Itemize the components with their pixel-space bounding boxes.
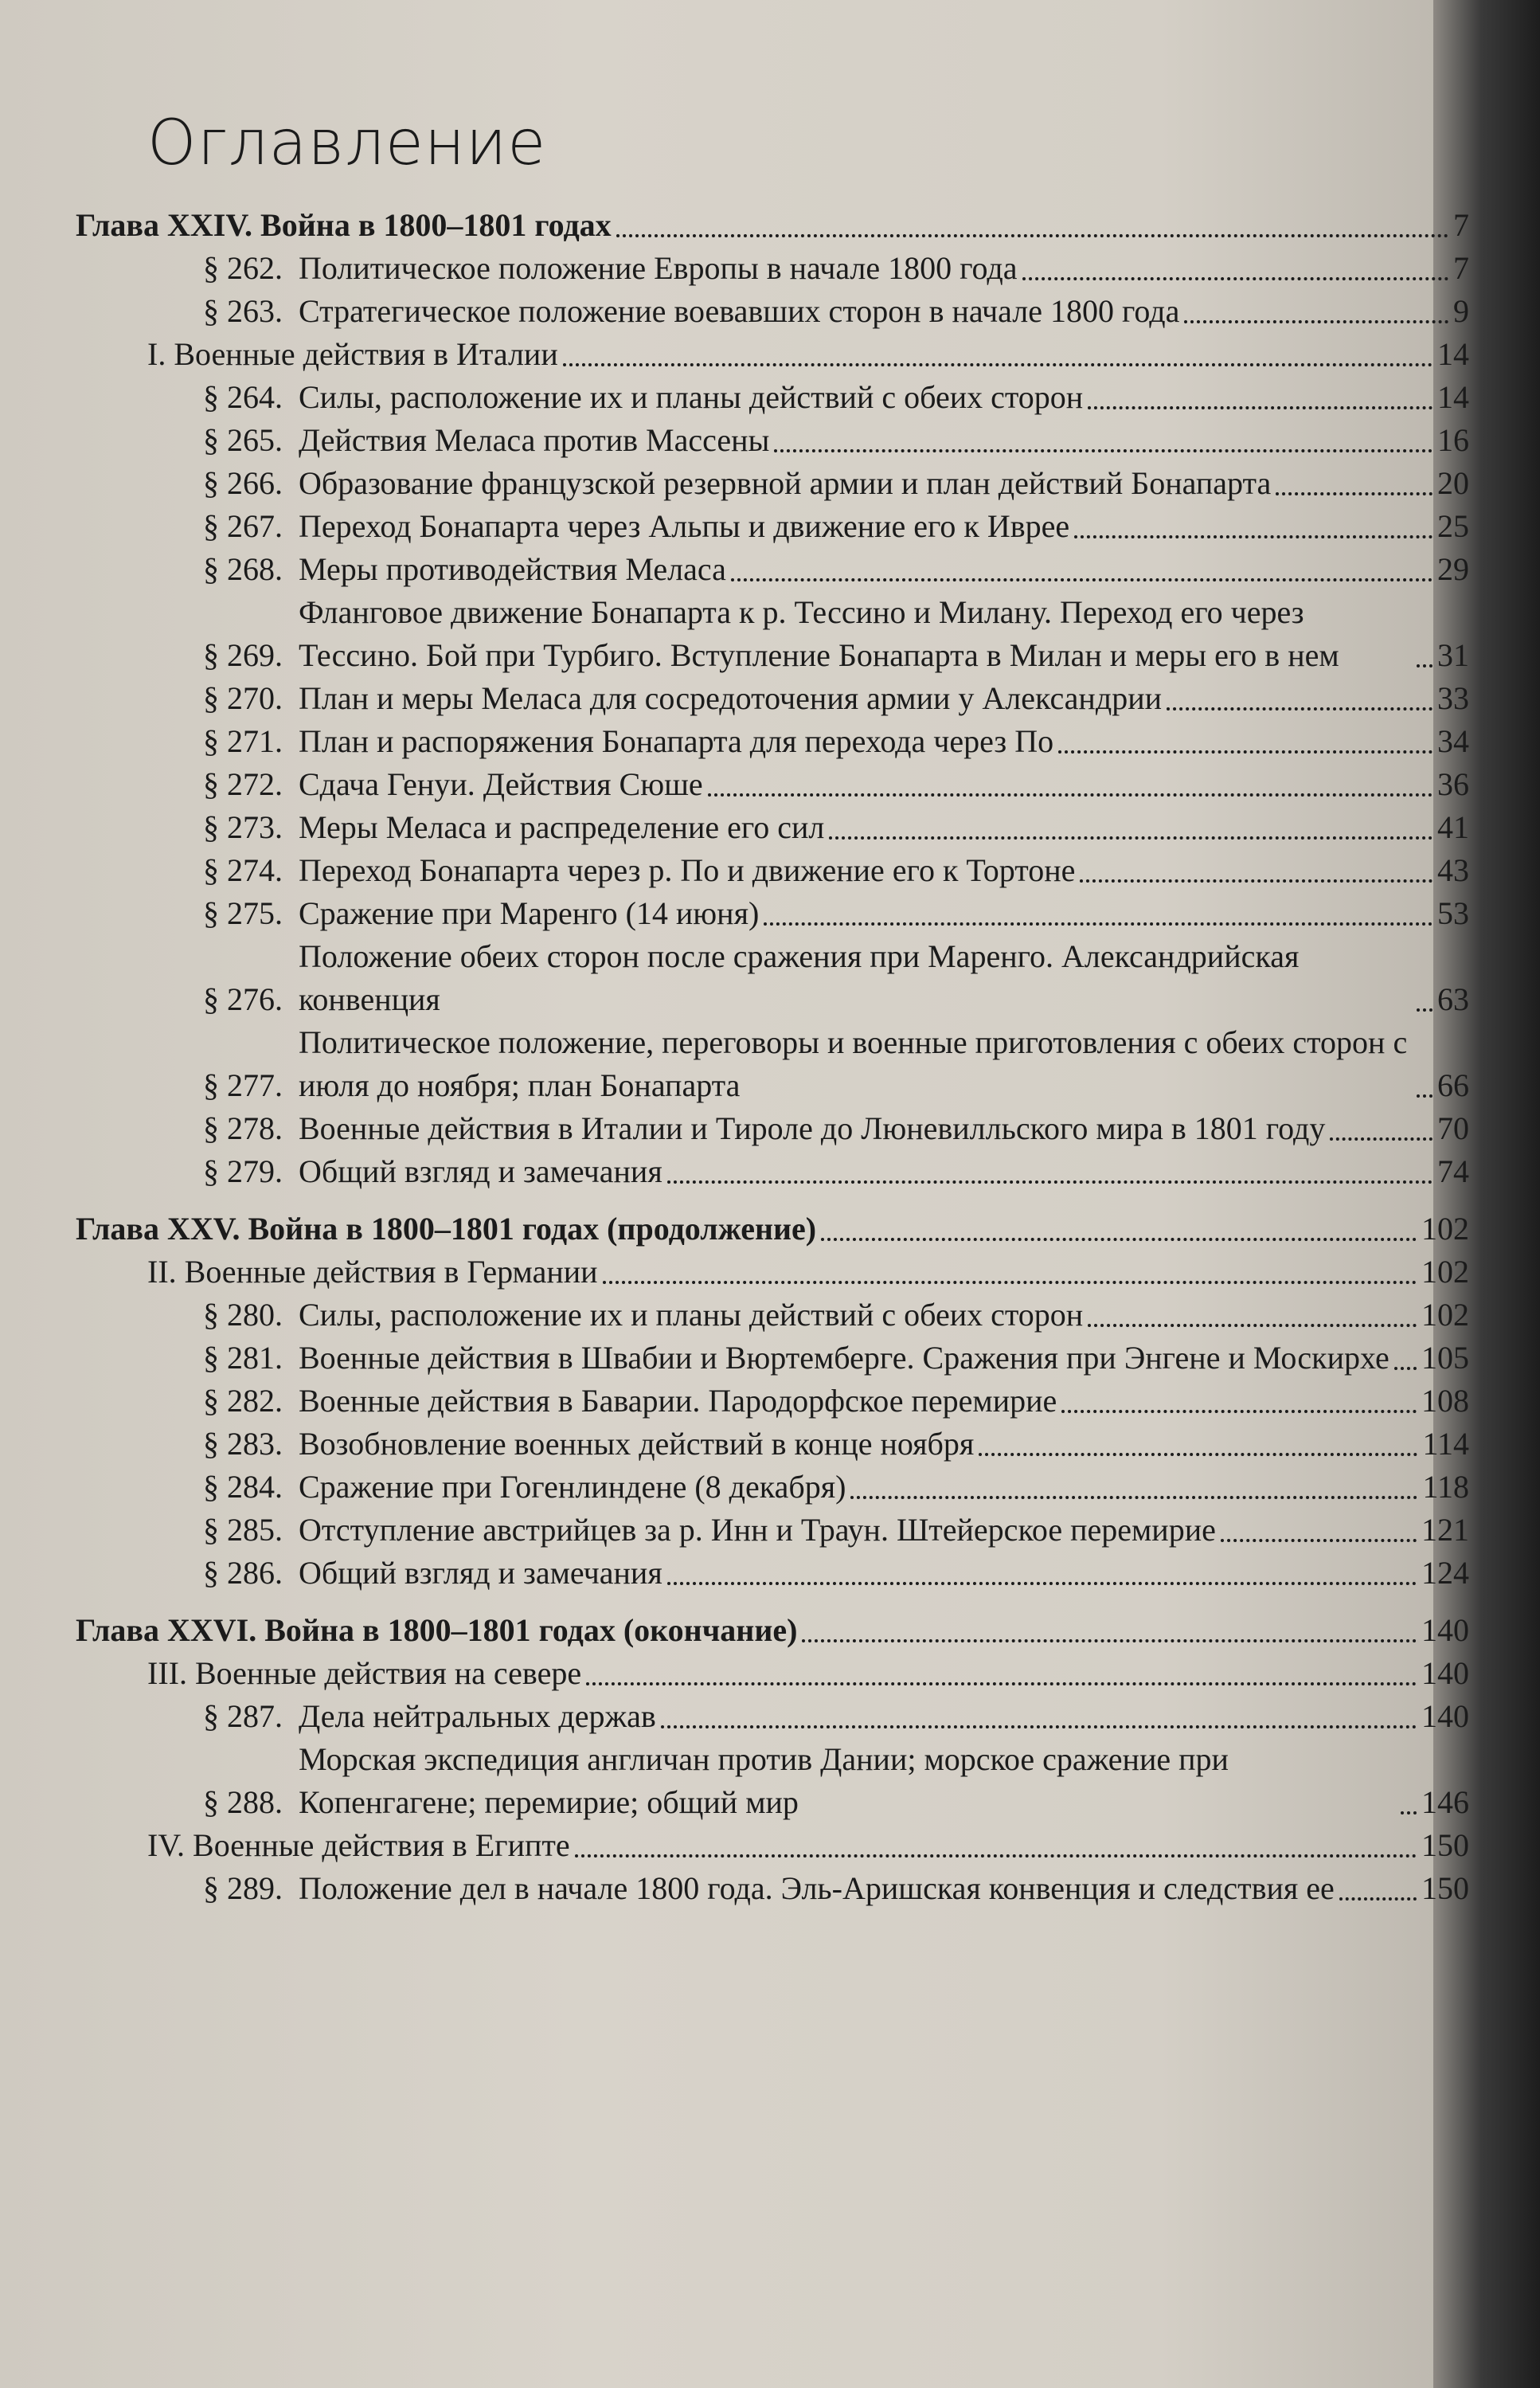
page-number: 43	[1437, 852, 1469, 888]
entry-title: Меры противодействия Меласа	[299, 551, 726, 587]
entry-title: Отступление австрийцев за р. Инн и Траун. Штейерское перемирие	[299, 1512, 1216, 1548]
toc-entry-section	[76, 247, 1469, 290]
page-number: 16	[1437, 422, 1469, 458]
toc-entry-section	[76, 290, 1469, 333]
toc-entry-section	[76, 1380, 1469, 1423]
section-number: § 285.	[203, 1512, 283, 1548]
toc-entry-section	[76, 419, 1469, 462]
dot-leader	[1184, 320, 1448, 323]
toc-list	[76, 204, 1469, 1910]
entry-title: I. Военные действия в Италии	[147, 336, 558, 372]
section-number: § 283.	[203, 1426, 283, 1462]
page-number: 25	[1437, 508, 1469, 544]
entry-title: III. Военные действия на севере	[147, 1655, 582, 1691]
page-number: 20	[1437, 465, 1469, 501]
toc-entry-section	[76, 1738, 1469, 1824]
dot-leader	[1417, 664, 1433, 667]
toc-entry-chapter	[76, 1208, 1469, 1251]
entry-title: Сражение при Гогенлиндене (8 декабря)	[299, 1469, 846, 1505]
toc-entry-section	[76, 677, 1469, 720]
dot-leader	[1074, 535, 1433, 538]
section-number: § 280.	[203, 1297, 283, 1333]
section-number: § 273.	[203, 809, 283, 845]
toc-entry-section	[76, 548, 1469, 591]
toc-entry-section	[76, 1552, 1469, 1595]
section-number: § 278.	[203, 1110, 283, 1146]
toc-entry-section	[76, 892, 1469, 935]
entry-title: Глава XXV. Война в 1800–1801 годах (продолжение)	[76, 1211, 817, 1247]
toc-entry-part	[76, 1824, 1469, 1867]
dot-leader	[1088, 406, 1433, 409]
dot-leader	[667, 1180, 1433, 1184]
page-number: 140	[1421, 1655, 1469, 1691]
entry-title: План и распоряжения Бонапарта для перехода через По	[299, 723, 1054, 759]
entry-title: Силы, расположение их и планы действий с обеих сторон	[299, 1297, 1084, 1333]
toc-entry-section	[76, 849, 1469, 892]
toc-entry-section	[76, 1423, 1469, 1466]
dot-leader	[979, 1453, 1417, 1456]
page-number: 140	[1421, 1612, 1469, 1648]
section-number: § 282.	[203, 1383, 283, 1419]
dot-leader	[1022, 277, 1449, 280]
dot-leader	[1061, 1410, 1417, 1413]
dot-leader	[1417, 1094, 1433, 1098]
toc-entry-section	[76, 806, 1469, 849]
dot-leader	[661, 1725, 1417, 1728]
dot-leader	[1394, 1367, 1417, 1370]
page-number: 102	[1421, 1211, 1469, 1247]
toc-entry-chapter	[76, 1609, 1469, 1652]
page-number: 150	[1421, 1870, 1469, 1906]
dot-leader	[1088, 1324, 1417, 1327]
entry-title: Политическое положение Европы в начале 1800 года	[299, 250, 1018, 286]
entry-title: Переход Бонапарта через р. По и движение его к Тортоне	[299, 852, 1076, 888]
dot-leader	[603, 1281, 1417, 1284]
toc-entry-section	[76, 1466, 1469, 1509]
page-number: 31	[1437, 637, 1469, 673]
toc-entry-part	[76, 1251, 1469, 1294]
section-number: § 286.	[203, 1555, 283, 1591]
dot-leader	[821, 1238, 1417, 1241]
page-number: 102	[1421, 1254, 1469, 1290]
entry-title: Общий взгляд и замечания	[299, 1555, 663, 1591]
page-number: 74	[1437, 1153, 1469, 1189]
section-number: § 268.	[203, 551, 283, 587]
section-number: § 287.	[203, 1698, 283, 1734]
entry-title: Положение дел в начале 1800 года. Эль-Аришская конвенция и следствия ее	[299, 1870, 1335, 1906]
section-number: § 262.	[203, 250, 283, 286]
section-number: § 284.	[203, 1469, 283, 1505]
dot-leader	[1401, 1811, 1417, 1814]
toc-entry-section	[76, 1337, 1469, 1380]
dot-leader	[1330, 1137, 1433, 1141]
entry-title: Действия Меласа против Массены	[299, 422, 770, 458]
page-number: 118	[1422, 1469, 1469, 1505]
page-number: 121	[1421, 1512, 1469, 1548]
entry-title: Дела нейтральных держав	[299, 1698, 656, 1734]
dot-leader	[850, 1496, 1417, 1499]
dot-leader	[1417, 1008, 1433, 1012]
page-number: 7	[1453, 207, 1469, 243]
dot-leader	[802, 1639, 1417, 1642]
entry-title: Глава XXIV. Война в 1800–1801 годах	[76, 207, 612, 243]
entry-title: Военные действия в Италии и Тироле до Люневилльского мира в 1801 году	[299, 1110, 1326, 1146]
page-number: 14	[1437, 336, 1469, 372]
page-number: 29	[1437, 551, 1469, 587]
entry-title: Возобновление военных действий в конце ноября	[299, 1426, 975, 1462]
section-number: § 265.	[203, 422, 283, 458]
toc-entry-section	[76, 1509, 1469, 1552]
entry-title: Меры Меласа и распределение его сил	[299, 809, 825, 845]
toc-entry-section	[76, 462, 1469, 505]
toc-entry-section	[76, 935, 1469, 1021]
dot-leader	[1080, 879, 1433, 883]
toc-entry-section	[76, 505, 1469, 548]
section-number: § 276.	[203, 981, 283, 1017]
toc-entry-part	[76, 1652, 1469, 1695]
entry-title: Положение обеих сторон после сражения при Маренго. Александрийская конвенция	[299, 938, 1300, 1017]
section-number: § 277.	[203, 1067, 283, 1103]
page-number: 150	[1421, 1827, 1469, 1863]
dot-leader	[731, 578, 1433, 581]
entry-title: IV. Военные действия в Египте	[147, 1827, 570, 1863]
dot-leader	[1339, 1897, 1417, 1901]
entry-title: План и меры Меласа для сосредоточения армии у Александрии	[299, 680, 1163, 716]
page-number: 7	[1453, 250, 1469, 286]
page-number: 66	[1437, 1067, 1469, 1103]
page-number: 36	[1437, 766, 1469, 802]
entry-title: Переход Бонапарта через Альпы и движение его к Иврее	[299, 508, 1070, 544]
dot-leader	[586, 1682, 1417, 1685]
section-number: § 266.	[203, 465, 283, 501]
page-number: 105	[1421, 1340, 1469, 1376]
dot-leader	[575, 1854, 1417, 1858]
page-number: 102	[1421, 1297, 1469, 1333]
dot-leader	[774, 449, 1433, 452]
toc-entry-section	[76, 591, 1469, 677]
toc-entry-section	[76, 720, 1469, 763]
entry-title: Сдача Генуи. Действия Сюше	[299, 766, 703, 802]
entry-title: Политическое положение, переговоры и военные приготовления с обеих сторон с июля до ноября; план Бонапарта	[299, 1024, 1408, 1103]
section-number: § 267.	[203, 508, 283, 544]
toc-entry-section	[76, 376, 1469, 419]
dot-leader	[616, 234, 1448, 237]
section-number: § 272.	[203, 766, 283, 802]
page-number: 41	[1437, 809, 1469, 845]
toc-entry-section	[76, 1107, 1469, 1150]
page-number: 34	[1437, 723, 1469, 759]
entry-title: Фланговое движение Бонапарта к р. Тессино и Милану. Переход его через Тессино. Бой при Турбиго. Вступление Бонапарта в Милан и меры его в нем	[299, 594, 1339, 673]
toc-entry-section	[76, 1294, 1469, 1337]
dot-leader	[1167, 707, 1433, 711]
page-number: 146	[1421, 1784, 1469, 1820]
entry-title: Силы, расположение их и планы действий с обеих сторон	[299, 379, 1084, 415]
page-number: 108	[1421, 1383, 1469, 1419]
section-number: § 275.	[203, 895, 283, 931]
page-number: 53	[1437, 895, 1469, 931]
toc-entry-section	[76, 763, 1469, 806]
toc-entry-part	[76, 333, 1469, 376]
dot-leader	[829, 836, 1433, 840]
section-number: § 270.	[203, 680, 283, 716]
toc-entry-section	[76, 1150, 1469, 1193]
toc-entry-section	[76, 1021, 1469, 1107]
dot-leader	[667, 1582, 1417, 1585]
page-number: 140	[1421, 1698, 1469, 1734]
entry-title: Военные действия в Швабии и Вюртемберге. Сражения при Энгене и Москирхе	[299, 1340, 1390, 1376]
entry-title: Стратегическое положение воевавших сторон в начале 1800 года	[299, 293, 1180, 329]
table-of-contents	[76, 104, 1469, 1910]
page-number: 33	[1437, 680, 1469, 716]
entry-title: Образование французской резервной армии и план действий Бонапарта	[299, 465, 1272, 501]
section-number: § 269.	[203, 637, 283, 673]
dot-leader	[1221, 1539, 1417, 1542]
page-number: 63	[1437, 981, 1469, 1017]
page-number: 114	[1422, 1426, 1469, 1462]
entry-title: Морская экспедиция англичан против Дании; морское сражение при Копенгагене; перемирие; общий мир	[299, 1741, 1229, 1820]
section-number: § 274.	[203, 852, 283, 888]
toc-entry-section	[76, 1695, 1469, 1738]
dot-leader	[1058, 750, 1433, 754]
entry-title: Военные действия в Баварии. Пародорфское перемирие	[299, 1383, 1057, 1419]
entry-title: Общий взгляд и замечания	[299, 1153, 663, 1189]
page-number: 9	[1453, 293, 1469, 329]
entry-title: Сражение при Маренго (14 июня)	[299, 895, 760, 931]
toc-entry-chapter	[76, 204, 1469, 247]
dot-leader	[764, 922, 1433, 926]
section-number: § 288.	[203, 1784, 283, 1820]
page-number: 70	[1437, 1110, 1469, 1146]
dot-leader	[563, 363, 1433, 366]
section-number: § 271.	[203, 723, 283, 759]
toc-entry-section	[76, 1867, 1469, 1910]
dot-leader	[1276, 492, 1433, 495]
page-number: 124	[1421, 1555, 1469, 1591]
section-number: § 279.	[203, 1153, 283, 1189]
dot-leader	[708, 793, 1433, 797]
toc-title: Оглавление	[147, 108, 547, 179]
section-number: § 264.	[203, 379, 283, 415]
section-number: § 263.	[203, 293, 283, 329]
section-number: § 281.	[203, 1340, 283, 1376]
section-number: § 289.	[203, 1870, 283, 1906]
page-number: 14	[1437, 379, 1469, 415]
entry-title: Глава XXVI. Война в 1800–1801 годах (окончание)	[76, 1612, 798, 1648]
entry-title: II. Военные действия в Германии	[147, 1254, 598, 1290]
